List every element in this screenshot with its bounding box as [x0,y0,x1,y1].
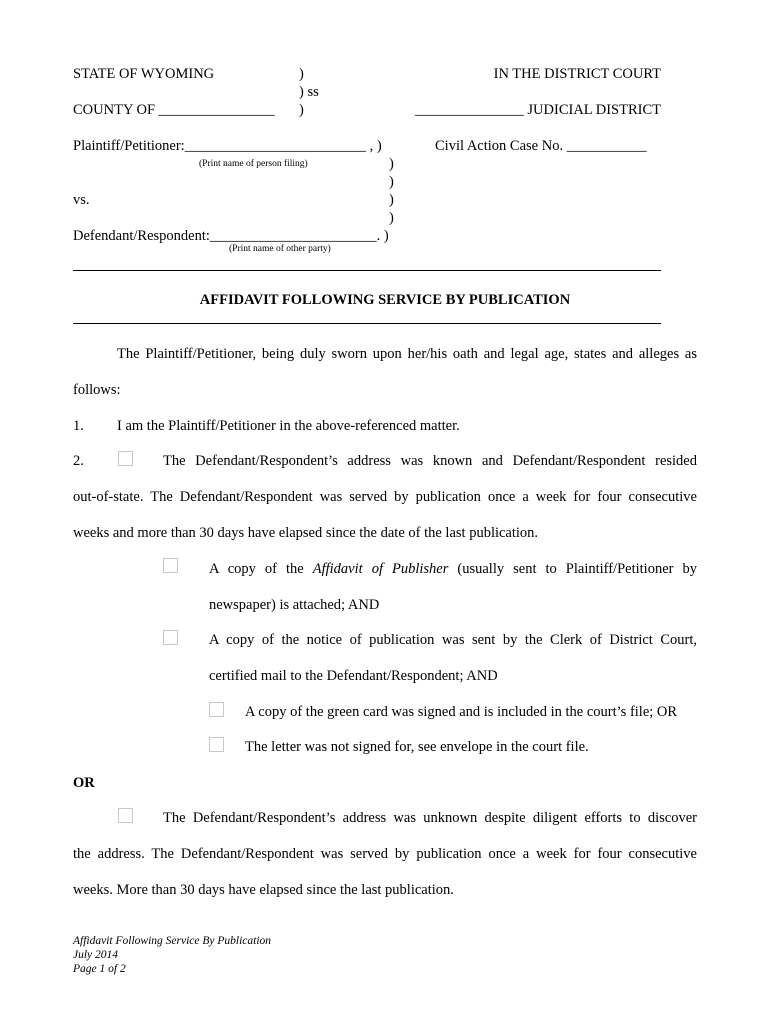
page-title: AFFIDAVIT FOLLOWING SERVICE BY PUBLICATION [199,292,571,308]
or-separator: OR [73,775,95,791]
green-card-checkbox[interactable] [209,702,224,717]
known-address-checkbox[interactable] [118,451,133,466]
notice-mailed-checkbox[interactable] [163,630,178,645]
vs-label: vs. [73,192,90,208]
affidavit-of-publisher-checkbox[interactable] [163,558,178,573]
sub-2a-text: A copy of the green card was signed and is included in the court’s file; OR [245,704,678,720]
sub-1-line-2: newspaper) is attached; AND [209,597,380,613]
sub-2b-text: The letter was not signed for, see envelope in the court file. [245,739,589,755]
judicial-district-label: _______________ JUDICIAL DISTRICT [415,102,661,118]
plaintiff-hint: (Print name of person filing) [199,159,308,169]
alt-line-2: the address. The Defendant/Respondent was served by publication once a week for four consecutive [73,846,697,862]
item-2-line-3: weeks and more than 30 days have elapsed since the date of the last publication. [73,525,539,541]
defendant-hint: (Print name of other party) [229,244,331,254]
footer-date: July 2014 [73,949,119,961]
unknown-address-checkbox[interactable] [118,808,133,823]
footer-page-number: Page 1 of 2 [73,963,126,975]
letter-unsigned-checkbox[interactable] [209,737,224,752]
intro-line-2: follows: [73,382,121,398]
caption-paren: ) [299,66,304,82]
item-1-number: 1. [73,418,84,434]
state-label: STATE OF WYOMING [73,66,215,82]
caption-paren: ) [389,192,394,208]
caption-ss: ) ss [299,84,319,100]
item-1-text: I am the Plaintiff/Petitioner in the above-referenced matter. [117,418,460,434]
sub-2-line-1: A copy of the notice of publication was sent by the Clerk of District Court, [209,632,697,648]
caption-paren: ) [299,102,304,118]
plaintiff-line: Plaintiff/Petitioner:_________________________ , ) [73,138,382,154]
intro-line-1: The Plaintiff/Petitioner, being duly sworn upon her/his oath and legal age, states and alleges as [117,346,697,362]
item-2-line-2: out-of-state. The Defendant/Respondent was served by publication once a week for four consecutive [73,489,697,505]
caption-paren: ) [389,174,394,190]
county-label: COUNTY OF ________________ [73,102,275,118]
alt-line-3: weeks. More than 30 days have elapsed since the last publication. [73,882,454,898]
divider [73,270,661,271]
sub-1-line-1: A copy of the Affidavit of Publisher (usually sent to Plaintiff/Petitioner by [209,561,697,577]
sub-2-line-2: certified mail to the Defendant/Respondent; AND [209,668,498,684]
court-label: IN THE DISTRICT COURT [493,66,661,82]
defendant-line: Defendant/Respondent:_______________________. ) [73,228,389,244]
item-2-line-1: The Defendant/Respondent’s address was known and Defendant/Respondent resided [163,453,697,469]
item-2-number: 2. [73,453,84,469]
footer-form-name: Affidavit Following Service By Publication [73,935,272,947]
divider [73,323,661,324]
alt-line-1: The Defendant/Respondent’s address was unknown despite diligent efforts to discover [163,810,697,826]
caption-paren: ) [389,156,394,172]
case-number-label: Civil Action Case No. ___________ [435,138,647,154]
caption-paren: ) [389,210,394,226]
